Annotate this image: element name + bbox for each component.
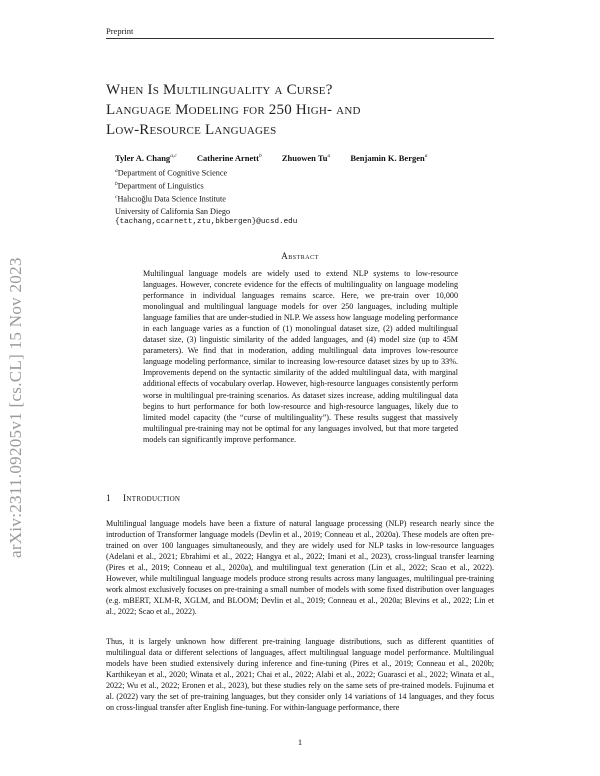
author-1 [115,153,177,163]
author-mark: a,c [170,153,177,160]
author-mark: a [424,153,428,160]
author-name: Tyler A. Chang [115,153,171,163]
author-name: Zhuowen Tu [281,153,328,163]
affiliation-text: Department of Cognitive Science [117,168,228,178]
title-line-2: Language Modeling for 250 High- and [106,102,361,118]
affiliation-4 [115,206,297,218]
affiliation-text: Halıcıoğlu Data Science Institute [117,195,226,205]
affiliation-mark: a [115,168,118,174]
abstract-heading: Abstract [281,251,319,261]
section-title: Introduction [123,494,181,504]
author-emails[interactable]: {tachang,ccarnett,ztu,bkbergen}@ucsd.edu [115,218,298,227]
author-4 [350,153,427,163]
affiliation-1 [115,166,297,179]
section-number: 1 [106,494,111,504]
running-header: Preprint [106,26,134,36]
intro-paragraph-1: Multilingual language models have been a fixture of natural language processing (NLP) research nearly since the introduction of Transformer language models (Devlin et al., 2019; Conneau et al., 2020a). These models are often pre-trained on over 100 languages simultaneously, and they are widely used for NLP tasks in low-resource languages (Adelani et al., 2021; Ebrahimi et al., 2022; Hangya et al., 2022; Imani et al., 2023), cross-lingual transfer learning (Pires et al., 2019; Conneau et al., 2020a), and multilingual text generation (Lin et al., 2022; Scao et al., 2022). However, while multilingual language models produce strong results across many languages, multilingual pre-training work almost exclusively focuses on pre-training a small number of models with some fixed distribution over languages (e.g. mBERT, XLM-R, XGLM, and BLOOM; Devlin et al., 2019; Conneau et al., 2020a; Blevins et al., 2022; Lin et al., 2022; Scao et al., 2022). [106,519,494,617]
affiliation-mark: b [115,181,118,188]
author-list [115,153,445,163]
intro-paragraph-2: Thus, it is largely unknown how different pre-training language distributions, such as different quantities of multilingual data or different selections of languages, affect multilingual language model performance. Multilingual models have been studied extensively during inference and fine-tuning (Pires et al., 2019; Conneau et al., 2020b; Karthikeyan et al., 2020; Winata et al., 2021; Chai et al., 2022; Alabi et al., 2022; Guarasci et al., 2022; Winata et al., 2022; Wu et al., 2022; Eronen et al., 2023), but these studies rely on the same sets of pre-trained models. Fujinuma et al. (2022) vary the set of pre-training languages, but they consider only 14 variations of 14 languages, and they focus on cross-lingual transfer after English fine-tuning. For within-language performance, there [106,637,494,713]
affiliation-2 [115,179,297,192]
affiliation-text: University of California San Diego [115,206,231,216]
affiliations [115,166,297,229]
author-name: Benjamin K. Bergen [350,153,425,163]
author-mark: a [327,153,331,160]
author-3 [282,153,330,163]
author-mark: b [258,153,262,160]
title-line-1: When Is Multilinguality a Curse? [106,82,333,98]
page-number: 1 [297,737,303,747]
affiliation-3 [115,192,297,205]
title-line-3: Low-Resource Languages [106,122,277,138]
abstract-text: Multilingual language models are widely used to extend NLP systems to low-resource languages. However, concrete evidence for the effects of multilinguality on language modeling performance in individual languages remains scarce. Here, we pre-train over 10,000 monolingual and multilingual language models for over 250 languages, including multiple language families that are under-studied in NLP. We assess how language modeling performance in each language varies as a function of (1) monolingual dataset size, (2) added multilingual dataset size, (3) linguistic similarity of the added languages, and (4) model size (up to 45M parameters). We find that in moderation, adding multilingual data improves low-resource language modeling performance, similar to increasing low-resource dataset sizes by up to 33%. Improvements depend on the syntactic similarity of the added multilingual data, with marginal additional effects of vocabulary overlap. However, high-resource languages consistently perform worse in multilingual pre-training scenarios. As dataset sizes increase, adding multilingual data begins to hurt performance for both low-resource and high-resource languages, likely due to limited model capacity (the “curse of multilinguality”). These results suggest that massively multilingual pre-training may not be optimal for any languages involved, but that more targeted models can significantly improve performance. [143,269,458,444]
author-name: Catherine Arnett [196,153,259,163]
section-heading-introduction [106,494,180,504]
author-2 [197,153,262,163]
paper-title [106,80,496,140]
affiliation-mark: c [115,194,118,201]
header-rule [106,38,494,39]
arxiv-identifier[interactable]: arXiv:2311.09205v1 [cs.CL] 15 Nov 2023 [6,257,25,558]
affiliation-text: Department of Linguistics [117,181,204,191]
